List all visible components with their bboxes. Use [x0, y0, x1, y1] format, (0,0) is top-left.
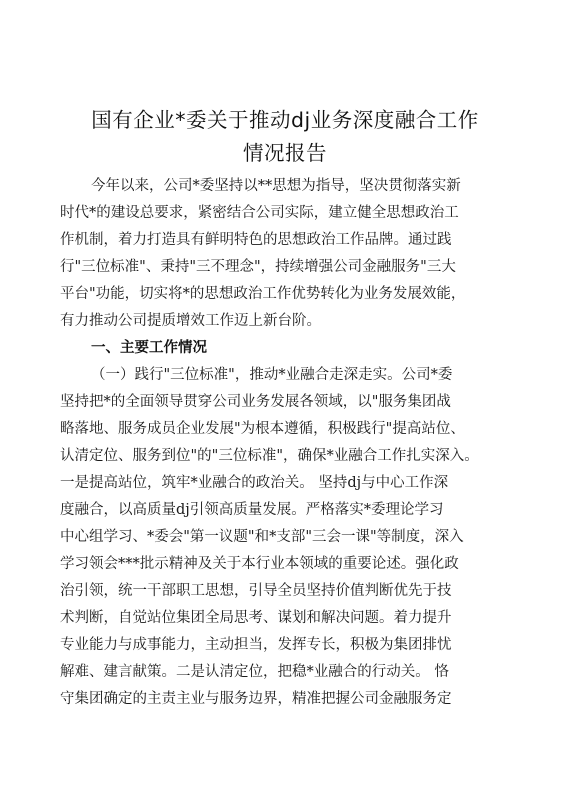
body-line: 认清定位、服务到位"的"三位标准"，确保*业融合工作扎实深入。 — [60, 448, 479, 464]
body-line: 一是提高站位，筑牢*业融合的政治关。 坚持dj与中心工作深 — [60, 475, 449, 491]
body-line: 略落地、服务成员企业发展"为根本遵循，积极践行"提高站位、 — [60, 421, 465, 437]
body-line: （一）践行"三位标准"，推动*业融合走深走实。公司*委 — [91, 367, 453, 383]
intro-line: 平台"功能，切实将*的思想政治工作优势转化为业务发展效能， — [60, 286, 466, 302]
body-line: 中心组学习、*委会"第一议题"和*支部"三会一课"等制度，深入 — [60, 529, 464, 545]
body-line: 学习领会***批示精神及关于本行业本领域的重要论述。强化政 — [60, 556, 459, 572]
intro-line: 行"三位标准"、秉持"三不理念"，持续增强公司金融服务"三大 — [60, 259, 456, 275]
body-line: 术判断，自觉站位集团全局思考、谋划和解决问题。着力提升 — [60, 610, 452, 626]
intro-line: 作机制，着力打造具有鲜明特色的思想政治工作品牌。通过践 — [60, 232, 452, 248]
body-line: 解难、建言献策。二是认清定位，把稳*业融合的行动关。 恪 — [60, 664, 449, 680]
section-heading: 一、主要工作情况 — [91, 340, 207, 356]
body-line: 守集团确定的主责主业与服务边界，精准把握公司金融服务定 — [60, 691, 452, 707]
body-line: 专业能力与成事能力，主动担当，发挥专长，积极为集团排忧 — [60, 637, 452, 653]
body-line: 坚持把*的全面领导贯穿公司业务发展各领域，以"服务集团战 — [60, 394, 451, 410]
document-title-line-2: 情况报告 — [243, 141, 327, 165]
intro-line: 今年以来，公司*委坚持以**思想为指导，坚决贯彻落实新 — [91, 178, 461, 194]
body-line: 治引领，统一干部职工思想，引导全员坚持价值判断优先于技 — [60, 583, 452, 599]
document-title-line-1: 国有企业*委关于推动dj业务深度融合工作 — [91, 108, 479, 132]
body-line: 度融合，以高质量dj引领高质量发展。严格落实*委理论学习 — [60, 502, 444, 518]
intro-line: 有力推动公司提质增效工作迈上新台阶。 — [60, 313, 321, 329]
intro-line: 时代*的建设总要求，紧密结合公司实际，建立健全思想政治工 — [60, 205, 459, 221]
